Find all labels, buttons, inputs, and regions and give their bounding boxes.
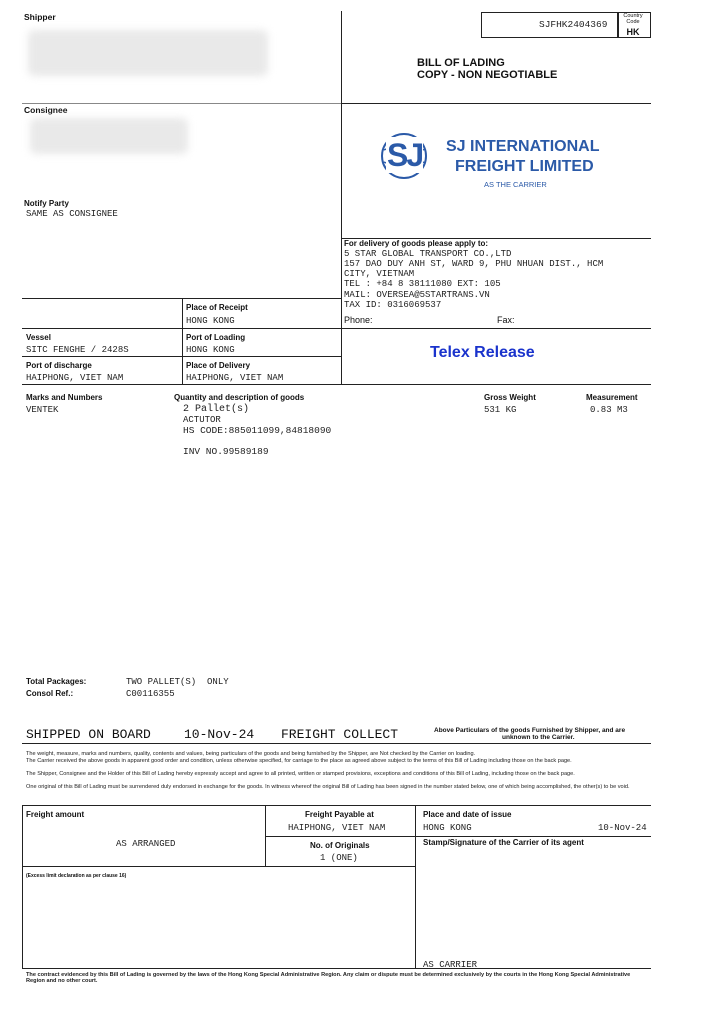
consol-ref: C00116355	[126, 689, 175, 699]
notify-party-label: Notify Party	[24, 199, 69, 208]
agent-line: 5 STAR GLOBAL TRANSPORT CO.,LTD	[344, 249, 512, 259]
port-of-discharge: HAIPHONG, VIET NAM	[26, 373, 124, 383]
description-line2: HS CODE:885011099,84818090	[183, 425, 332, 436]
divider	[265, 836, 651, 837]
port-of-loading-label: Port of Loading	[186, 333, 246, 342]
quantity: 2 Pallet(s)	[183, 404, 250, 415]
freight-payable-at: HAIPHONG, VIET NAM	[288, 823, 386, 833]
port-of-discharge-label: Port of discharge	[26, 361, 92, 370]
redacted-consignee	[30, 118, 188, 154]
issue-date: 10-Nov-24	[598, 823, 647, 833]
description-line1: ACTUTOR	[183, 415, 221, 425]
divider	[22, 384, 651, 385]
terms-text: The weight, measure, marks and numbers, quality, contents and values, being particulars of the goods and being furnished by the Shipper, are Not checked by the Carrier on loading.	[26, 751, 476, 757]
total-packages-label: Total Packages:	[26, 677, 87, 686]
measurement-label: Measurement	[586, 393, 638, 402]
carrier-tagline: AS THE CARRIER	[484, 180, 547, 189]
divider	[182, 298, 183, 384]
divider	[22, 805, 651, 806]
gross-weight-label: Gross Weight	[484, 393, 536, 402]
governing-law-text: The contract evidenced by this Bill of Lading is governed by the laws of the Hong Kong Special Administrative Region. Any claim or dispute must be determined exclusively by the courts in the Hong Kong Special Administrative Region and no other court.	[26, 972, 631, 985]
consol-ref-label: Consol Ref.:	[26, 689, 74, 698]
place-of-delivery-label: Place of Delivery	[186, 361, 251, 370]
divider	[22, 805, 23, 968]
agent-line: TEL : +84 8 38111080 EXT: 105	[344, 279, 501, 289]
carrier-name-line1: SJ INTERNATIONAL	[446, 138, 600, 155]
divider	[22, 968, 651, 969]
carrier-name-line2: FREIGHT LIMITED	[455, 158, 594, 175]
freight-payable-label: Freight Payable at	[305, 810, 374, 819]
divider	[22, 328, 651, 329]
freight-amount: AS ARRANGED	[116, 839, 176, 849]
agent-line: TAX ID: 0316069537	[344, 300, 442, 310]
freight-terms: FREIGHT COLLECT	[281, 727, 399, 742]
originals: 1 (ONE)	[320, 853, 358, 863]
particulars-note-2: unknown to the Carrier.	[502, 734, 575, 741]
terms-text: One original of this Bill of Lading must be surrendered duly endorsed in exchange for the goods. In witness whereof the original Bill of Lading has been signed in the number stated below, one of which being accomplished, the other(s) to be void.	[26, 784, 630, 790]
carrier-signature: AS CARRIER	[423, 960, 478, 970]
document-title: BILL OF LADING	[417, 57, 505, 69]
shipped-date: 10-Nov-24	[184, 727, 255, 742]
total-packages: TWO PALLET(S) ONLY	[126, 677, 229, 687]
divider	[341, 103, 651, 104]
invoice-number: INV NO.99589189	[183, 446, 269, 457]
redacted-shipper	[28, 30, 268, 76]
issue-label: Place and date of issue	[423, 810, 512, 819]
terms-text: The Shipper, Consignee and the Holder of this Bill of Lading hereby expressly accept and agree to all printed, written or stamped provisions, exceptions and conditions of this Bill of Lading, including those on the back page.	[26, 771, 575, 777]
particulars-note-1: Above Particulars of the goods Furnished by Shipper, and are	[434, 727, 626, 734]
measurement: 0.83 M3	[590, 405, 628, 415]
agent-line: 157 DAO DUY ANH ST, WARD 9, PHU NHUAN DIST., HCM	[344, 259, 604, 269]
vessel-label: Vessel	[26, 333, 51, 342]
country-code: HK	[626, 27, 640, 37]
shipper-label: Shipper	[24, 12, 56, 22]
bl-number: SJFHK2404369	[539, 19, 608, 30]
issue-place: HONG KONG	[423, 823, 472, 833]
consignee-label: Consignee	[24, 105, 68, 115]
quantity-label: Quantity and description of goods	[174, 393, 305, 402]
agent-line: CITY, VIETNAM	[344, 269, 415, 279]
shipped-on-board-label: SHIPPED ON BOARD	[26, 727, 151, 742]
divider	[22, 866, 416, 867]
port-of-loading: HONG KONG	[186, 345, 235, 355]
fax-label: Fax:	[497, 315, 515, 325]
place-of-receipt-label: Place of Receipt	[186, 303, 248, 312]
place-of-delivery: HAIPHONG, VIET NAM	[186, 373, 284, 383]
agent-line: MAIL: OVERSEA@5STARTRANS.VN	[344, 290, 490, 300]
release-type: Telex Release	[430, 344, 535, 361]
originals-label: No. of Originals	[310, 841, 370, 850]
vessel: SITC FENGHE / 2428S	[26, 345, 129, 355]
stamp-label: Stamp/Signature of the Carrier of its agent	[423, 838, 584, 847]
gross-weight: 531 KG	[484, 405, 517, 415]
country-code-label: Country Code	[623, 13, 643, 25]
divider	[22, 356, 342, 357]
terms-text: The Carrier received the above goods in apparent good order and condition, unless otherwise specified, for carriage to the place as agreed above subject to the terms of this Bill of Lading including those on the back page.	[26, 758, 572, 764]
marks: VENTEK	[26, 405, 59, 415]
excess-limit-label: (Excess limit declaration as per clause 16)	[26, 873, 127, 879]
document-subtitle: COPY - NON NEGOTIABLE	[417, 69, 558, 81]
phone-label: Phone:	[344, 315, 373, 325]
divider	[22, 743, 651, 744]
divider	[415, 805, 416, 968]
freight-amount-label: Freight amount	[26, 810, 85, 819]
marks-label: Marks and Numbers	[26, 393, 103, 402]
carrier-logo-mark: SJ	[387, 137, 423, 173]
divider	[22, 103, 341, 104]
delivery-agent-label: For delivery of goods please apply to:	[344, 239, 489, 248]
notify-party-value: SAME AS CONSIGNEE	[26, 209, 118, 219]
place-of-receipt: HONG KONG	[186, 316, 235, 326]
